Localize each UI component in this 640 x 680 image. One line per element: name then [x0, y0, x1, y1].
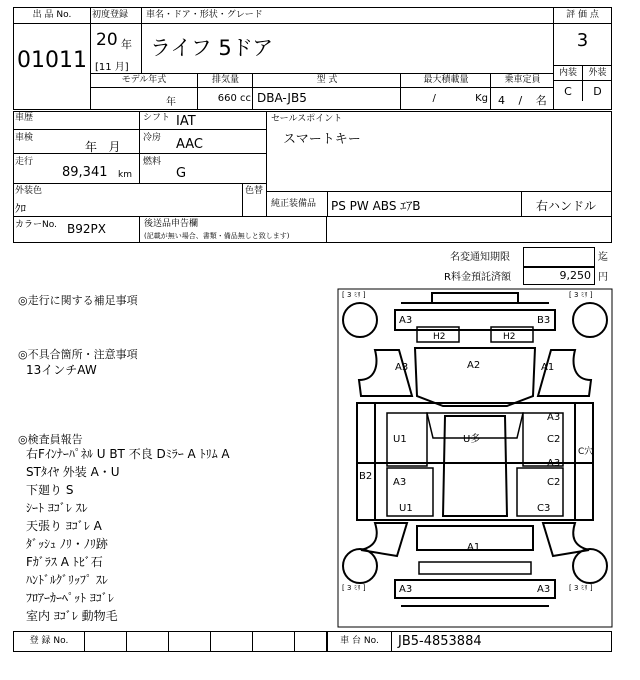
chassis-no-value: JB5-4853884: [398, 634, 482, 649]
mark-rear-glass: A1: [467, 542, 481, 553]
capacity-value: 4 / 名: [498, 94, 547, 107]
mark-right-hole: C穴: [578, 447, 594, 457]
inspector-line-10: 室内 ﾖｺﾞﾚ 動物毛: [26, 609, 118, 623]
mark-headlight-left: H2: [433, 332, 446, 342]
mark-roof: U多: [463, 434, 481, 445]
name-change-unit: 迄: [598, 252, 608, 263]
defects-line: 13インチAW: [26, 363, 97, 377]
mark-right-front-door: C2: [547, 434, 561, 445]
mark-right-front-door-top: A3: [547, 412, 561, 423]
report-label: 後送品申告欄: [144, 219, 199, 229]
inspection-label: 車検: [15, 133, 34, 143]
type-label: 型 式: [316, 75, 338, 85]
max-load-value: / Kg: [432, 93, 488, 104]
displacement-label: 排気量: [211, 75, 239, 85]
steering-value: 右ハンドル: [536, 199, 597, 213]
tire-rear-right: [573, 549, 607, 583]
inspector-line-7: Fｶﾞﾗｽ A ﾄﾋﾞ石: [26, 555, 103, 569]
exterior-color-label: 外装色: [15, 186, 43, 196]
color-no-value: B92PX: [67, 222, 106, 236]
equipment-value: PS PW ABS ｴｱB: [331, 199, 421, 213]
fuel-label: 燃料: [143, 157, 162, 167]
color-change-label: 色替: [245, 186, 264, 196]
max-load-label: 最大積載量: [423, 75, 469, 85]
color-no-label: カラーNo.: [15, 220, 57, 230]
car-name-label: 車名・ドア・形状・グレード: [146, 10, 263, 20]
mark-right-rear-door: C2: [547, 477, 561, 488]
car-damage-diagram: [337, 288, 613, 628]
capacity-label: 乗車定員: [504, 75, 541, 85]
name-change-label: 名変通知期限: [450, 252, 510, 263]
inspection-value: 年 月: [85, 140, 121, 154]
ac-label: 冷房: [143, 133, 162, 143]
mark-rear-bumper-right: A3: [537, 584, 551, 595]
lot-number-label: 出 品 No.: [13, 7, 91, 24]
model-year-unit: 年: [166, 97, 176, 108]
score-value: 3: [576, 30, 589, 51]
mark-headlight-right: H2: [503, 332, 516, 342]
first-registration-label: 初度登録: [92, 10, 129, 20]
exterior-label: 外装: [588, 68, 607, 78]
mark-front-bumper-left: A3: [399, 315, 413, 326]
recycle-value: 9,250: [559, 269, 591, 282]
first-registration-month: [11 月]: [95, 62, 129, 73]
inspector-line-6: ﾀﾞｯｼｭ ﾉﾘ・ﾉﾘ跡: [26, 537, 108, 551]
mark-left-rear-fender: U1: [399, 503, 413, 514]
mark-left-front-door: U1: [393, 434, 407, 445]
first-registration-year: 20: [96, 30, 118, 50]
inspector-line-5: 天張り ﾖｺﾞﾚ A: [26, 519, 102, 533]
mark-rear-bumper-left: A3: [399, 584, 413, 595]
interior-label: 内装: [558, 68, 577, 78]
mark-right-rear-fender: C3: [537, 503, 551, 514]
shift-label: シフト: [143, 113, 171, 123]
inspector-line-4: ｼｰﾄ ﾖｺﾞﾚ ｽﾚ: [26, 501, 88, 515]
name-change-value-box: [523, 247, 595, 267]
interior-score: C: [564, 85, 572, 98]
tire-front-right: [573, 303, 607, 337]
tire-rear-left: [343, 549, 377, 583]
defects-heading: ◎不具合箇所・注意事項: [18, 348, 138, 361]
score-label: 評 価 点: [553, 7, 612, 24]
sales-point-value: スマートキー: [283, 132, 361, 147]
car-name-value: ライフ 5ドア: [150, 36, 274, 60]
mark-left-side-b: B2: [359, 471, 373, 482]
shift-value: IAT: [176, 114, 196, 129]
mileage-unit: km: [118, 170, 132, 180]
tire-tread-rear-left: [ 3 ﾐﾘ ]: [342, 584, 366, 592]
mark-left-rear-door-top: A3: [393, 477, 407, 488]
exterior-score: D: [593, 85, 602, 98]
displacement-value: 660 cc: [217, 93, 251, 104]
history-label: 車歴: [15, 113, 34, 123]
inspector-line-3: 下廻り S: [26, 483, 74, 497]
recycle-unit: 円: [598, 272, 608, 283]
mark-front-bumper-right: B3: [537, 315, 551, 326]
inspector-line-1: 右Fｲﾝﾅｰﾊﾟﾈﾙ U BT 不良 Dﾐﾗｰ A ﾄﾘﾑ A: [26, 447, 230, 461]
inspector-line-2: STﾀｲﾔ 外装 A・U: [26, 465, 120, 479]
year-unit: 年: [121, 38, 132, 51]
recycle-label: R料金預託済額: [444, 272, 511, 283]
tire-tread-front-left: [ 3 ﾐﾘ ]: [342, 291, 366, 299]
mark-front-fender-right: A1: [541, 362, 555, 373]
tire-tread-front-right: [ 3 ﾐﾘ ]: [569, 291, 593, 299]
mark-right-rear-door-top: A3: [547, 458, 561, 469]
supplement-heading: ◎走行に関する補足事項: [18, 294, 138, 307]
mark-hood: A2: [467, 360, 481, 371]
inspector-heading: ◎検査員報告: [18, 433, 83, 446]
inspector-line-9: ﾌﾛｱｰｶｰﾍﾟｯﾄ ﾖｺﾞﾚ: [26, 591, 114, 605]
inspector-line-8: ﾊﾝﾄﾞﾙｸﾞﾘｯﾌﾟ ｽﾚ: [26, 573, 108, 587]
mark-front-fender-left: A3: [395, 362, 409, 373]
tire-tread-rear-right: [ 3 ﾐﾘ ]: [569, 584, 593, 592]
type-value: DBA-JB5: [257, 91, 307, 105]
sales-point-label: セールスポイント: [271, 114, 343, 124]
ac-value: AAC: [176, 137, 203, 152]
mileage-label: 走行: [15, 157, 34, 167]
mileage-value: 89,341: [62, 165, 108, 180]
lot-number-value: 01011: [17, 48, 87, 73]
chassis-no-label: 車 台 No.: [340, 636, 379, 646]
model-year-label: モデル年式: [121, 75, 167, 85]
registration-no-label: 登 録 No.: [29, 636, 69, 646]
fuel-value: G: [176, 166, 187, 181]
report-note: (記載が無い場合、書類・備品無しと致します): [144, 232, 290, 240]
tire-front-left: [343, 303, 377, 337]
exterior-color-value: ｸﾛ: [15, 202, 26, 215]
equipment-label: 純正装備品: [271, 199, 317, 209]
